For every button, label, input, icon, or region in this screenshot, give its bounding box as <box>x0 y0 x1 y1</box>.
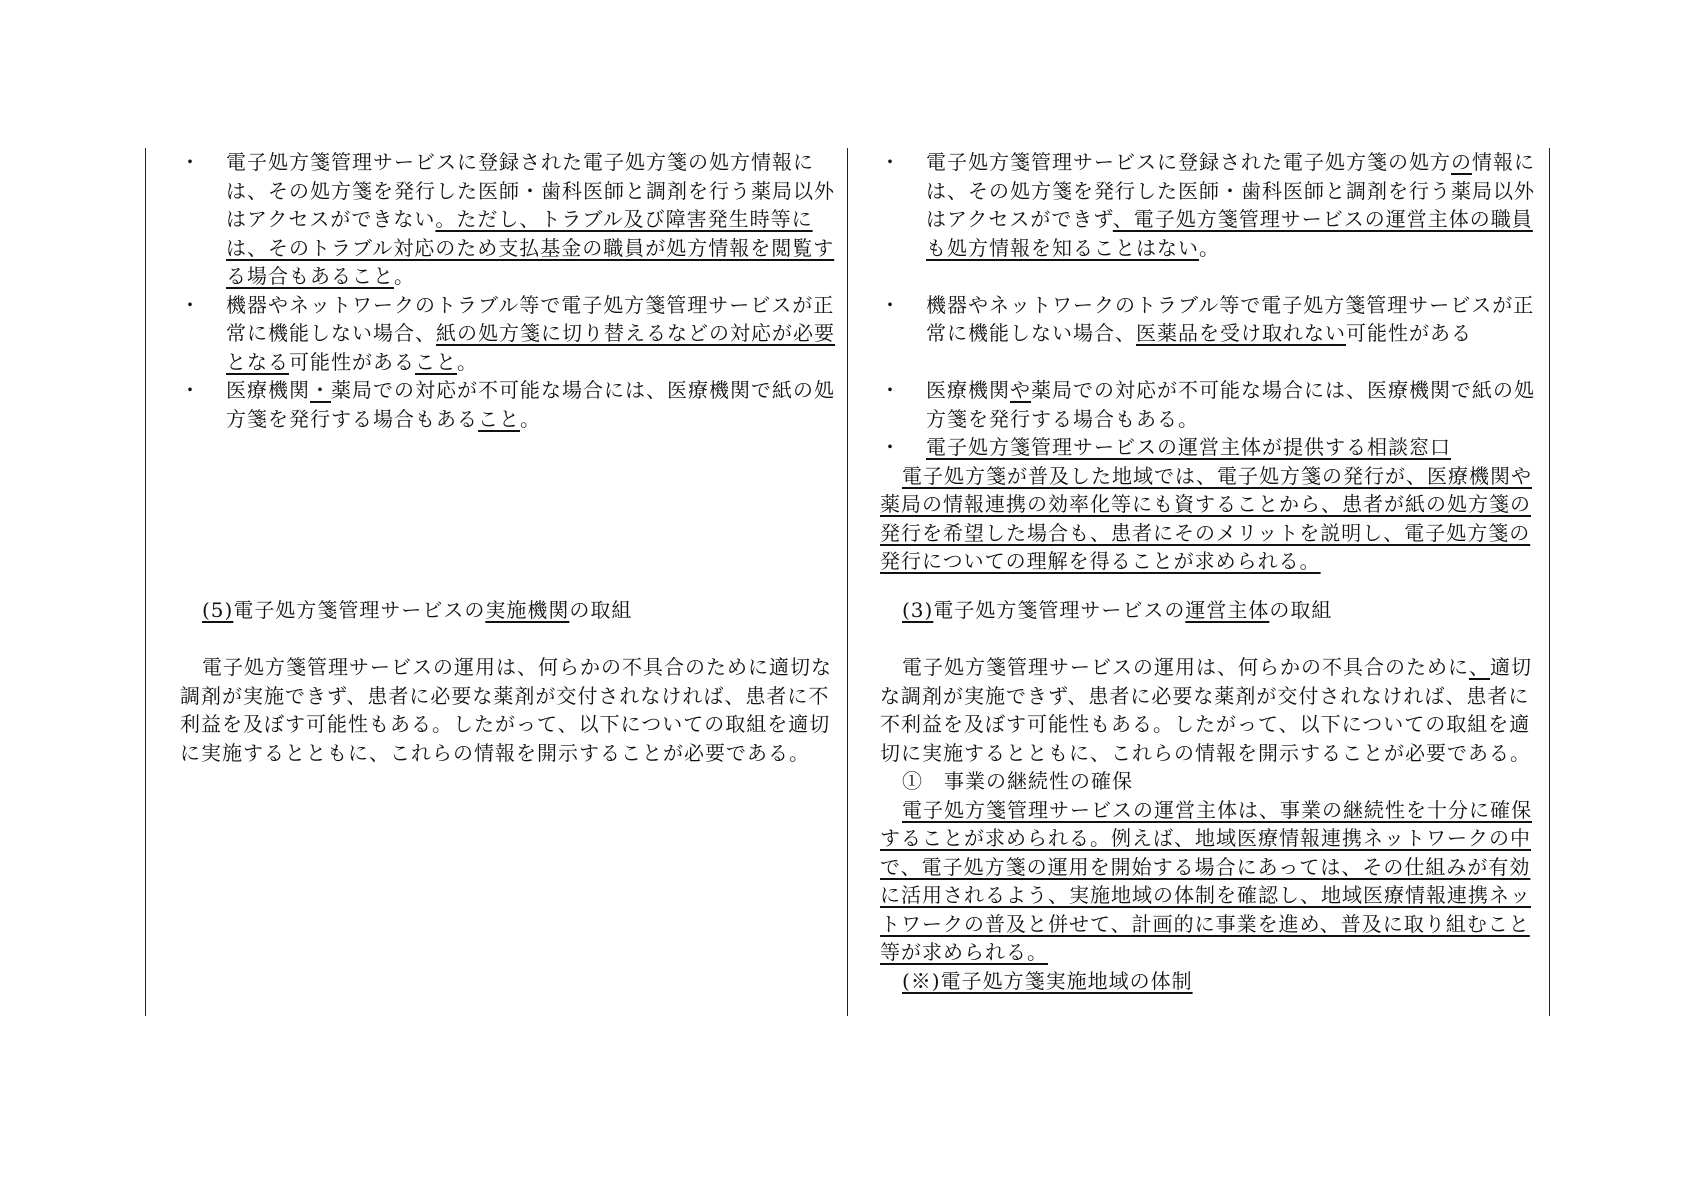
left-column <box>180 148 838 433</box>
underlined-run: こと <box>415 349 457 374</box>
right-bullet-4 <box>880 433 1540 462</box>
bullet-marker: ・ <box>880 435 901 459</box>
right-bullet-1 <box>880 148 1540 262</box>
text-run: 。 <box>394 264 415 288</box>
bullet-marker: ・ <box>180 292 201 317</box>
center-divider-line <box>847 148 848 1016</box>
left-bullet-1 <box>180 148 838 291</box>
right-sub-heading <box>880 767 1540 796</box>
text-run: 適切な調剤が実施できず、患者に必要な薬剤が交付されなければ、患者に不利益を及ぼす可能性もある。したがって、以下についての取組を適切に実施するとともに、これらの情報を開示することが必要である。 <box>880 655 1532 765</box>
text-run: 機器やネットワークのトラブル等で電子処方箋管理サービスが正常に機能しない場合、 <box>926 292 1535 345</box>
right-section-heading <box>880 596 1540 625</box>
text-run: 。 <box>520 406 541 431</box>
underlined-run: 。ただし、トラブル及び障害発生時等には、そのトラブル対応のため支払基金の職員が処方情報を閲覧する場合もあること <box>226 207 835 288</box>
text-run: 情報には、その処方箋を発行した医師・歯科医師と調剤を行う薬局以外はアクセスができず <box>926 150 1535 231</box>
left-border-line <box>145 148 146 1016</box>
section-number: (5) <box>202 598 234 622</box>
text-run: 。 <box>457 349 478 374</box>
text-run: 可能性がある <box>1346 321 1472 345</box>
left-bullet-3 <box>180 376 838 433</box>
sub-heading-text: 事業の継続性の確保 <box>944 769 1133 793</box>
left-section-body: 電子処方箋管理サービスの運用は、何らかの不具合のために適切な調剤が実施できず、患者に必要な薬剤が交付されなければ、患者に不利益を及ぼす可能性もある。したがって、以下についての取組を適切に実施するとともに、これらの情報を開示することが必要である。 <box>180 655 832 765</box>
underlined-run: ・ <box>310 378 331 402</box>
left-section <box>180 596 838 767</box>
text-run: 薬局での対応が不可能な場合には、医療機関で紙の処方箋を発行する場合もある <box>226 378 835 431</box>
text-run: 。 <box>1199 235 1220 260</box>
underlined-run: 電子処方箋管理サービスの運営主体が提供する相談窓口 <box>926 435 1451 459</box>
right-column <box>880 148 1540 576</box>
text-run: 薬局での対応が不可能な場合には、医療機関で紙の処方箋を発行する場合もある。 <box>926 378 1535 431</box>
underlined-run: の <box>1451 150 1472 174</box>
text-run: 電子処方箋管理サービスの運用は、何らかの不具合のために <box>902 655 1469 679</box>
bullet-marker: ・ <box>180 150 201 174</box>
bullet-marker: ・ <box>880 150 901 174</box>
right-note-heading: (※)電子処方箋実施地域の体制 <box>902 968 1193 993</box>
text-run: 医療機関 <box>226 378 310 402</box>
underlined-run: 、電子処方箋管理サービスの運営主体の職員も処方情報を知ることはない <box>926 207 1533 260</box>
bullet-marker: ・ <box>180 378 201 402</box>
text-run: 可能性がある <box>289 349 415 374</box>
underlined-run: 運営主体 <box>1185 598 1270 622</box>
sub-heading-marker: ① <box>902 769 923 793</box>
underlined-run: や <box>1010 378 1031 402</box>
right-bullet-4-body: 電子処方箋が普及した地域では、電子処方箋の発行が、医療機関や薬局の情報連携の効率化等にも資することから、患者が紙の処方箋の発行を希望した場合も、患者にそのメリットを説明し、電子処方箋の発行についての理解を得ることが求められる。 <box>880 463 1532 573</box>
text-run: 医療機関 <box>926 378 1010 402</box>
bullet-marker: ・ <box>880 292 901 317</box>
underlined-run: こと <box>478 406 520 431</box>
text-run: 電子処方箋管理サービスに登録された電子処方箋の処方情報には、その処方箋を発行した医師・歯科医師と調剤を行う薬局以外はアクセスができない <box>226 150 835 231</box>
right-section <box>880 596 1540 995</box>
right-bullet-3 <box>880 376 1540 433</box>
text-run: の取組 <box>1269 598 1333 622</box>
right-bullet-2 <box>880 291 1540 348</box>
section-number: (3) <box>902 598 934 622</box>
underlined-run: 医薬品を受け取れない <box>1136 321 1346 345</box>
left-bullet-2 <box>180 291 838 377</box>
underlined-run: 紙の処方箋に切り替えるなどの対応が必要となる <box>226 321 835 374</box>
right-section-body <box>880 653 1540 767</box>
text-run: 機器やネットワークのトラブル等で電子処方箋管理サービスが正常に機能しない場合、 <box>226 292 835 345</box>
left-section-heading <box>180 596 838 625</box>
right-sub-body: 電子処方箋管理サービスの運営主体は、事業の継続性を十分に確保することが求められる。例えば、地域医療情報連携ネットワークの中で、電子処方箋の運用を開始する場合にあっては、その仕組みが有効に活用されるよう、実施地域の体制を確認し、地域医療情報連携ネットワークの普及と併せて、計画的に事業を進め、普及に取り組むこと等が求められる。 <box>880 797 1532 964</box>
underlined-run: 実施機関 <box>485 598 570 622</box>
text-run: 電子処方箋管理サービスの <box>233 598 486 622</box>
text-run: 電子処方箋管理サービスに登録された電子処方箋の処方 <box>926 150 1451 174</box>
right-border-line <box>1549 148 1550 1016</box>
text-run: 電子処方箋管理サービスの <box>933 598 1186 622</box>
bullet-marker: ・ <box>880 378 901 402</box>
text-run: の取組 <box>569 598 633 622</box>
underlined-run: 、 <box>1469 655 1490 679</box>
